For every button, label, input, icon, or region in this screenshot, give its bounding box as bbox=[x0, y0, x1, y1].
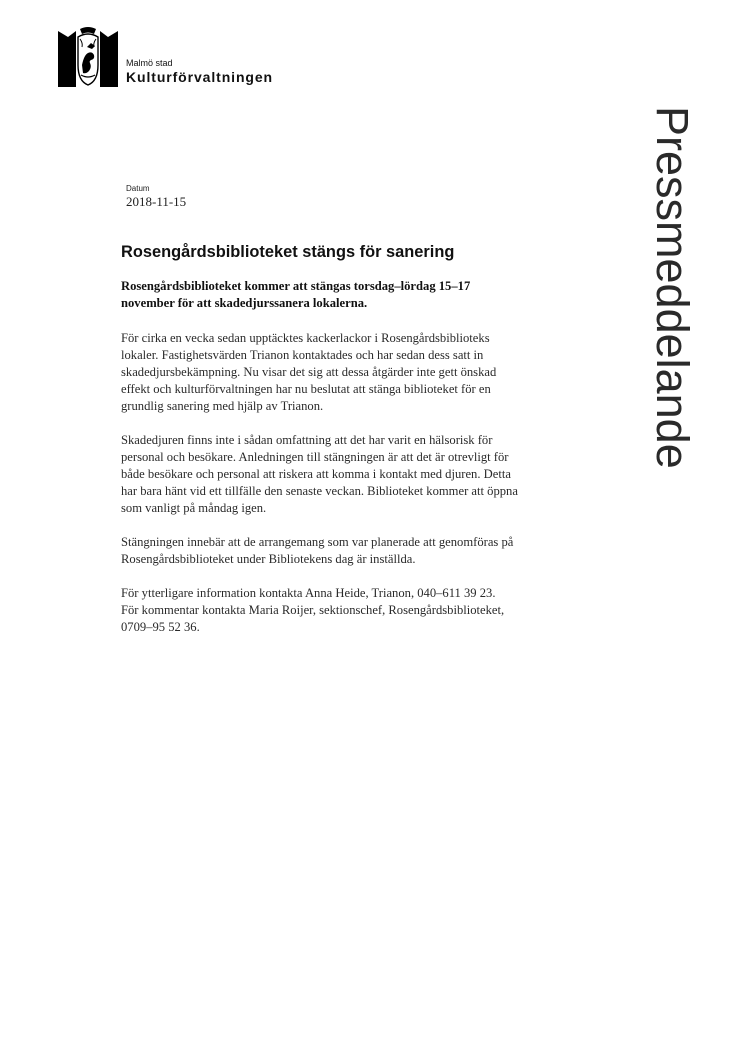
document-type-label: Pressmeddelande bbox=[647, 106, 698, 469]
text-line: Rosengårdsbiblioteket kommer att stängas torsdag–lördag 15–17 bbox=[121, 279, 471, 293]
contact-paragraph bbox=[121, 585, 596, 636]
text-line: För ytterligare information kontakta Anna Heide, Trianon, 040–611 39 23. bbox=[121, 586, 496, 600]
malmo-griffin-coat-of-arms-icon bbox=[58, 25, 118, 87]
body-paragraph bbox=[121, 330, 596, 415]
text-line: personal och besökare. Anledningen till stängningen är att det är otrevligt för bbox=[121, 450, 509, 464]
text-line: 0709–95 52 36. bbox=[121, 620, 200, 634]
page-title: Rosengårdsbiblioteket stängs för sanering bbox=[121, 243, 455, 261]
body-paragraph bbox=[121, 534, 596, 568]
lead-paragraph bbox=[121, 278, 591, 312]
organization-header bbox=[126, 58, 273, 85]
text-line: har bara hänt vid ett tillfälle den senaste veckan. Biblioteket kommer att öppna bbox=[121, 484, 518, 498]
text-line: effekt och kulturförvaltningen har nu beslutat att stänga biblioteket för en bbox=[121, 382, 491, 396]
body-paragraph bbox=[121, 432, 596, 517]
text-line: skadedjursbekämpning. Nu visar det sig att dessa åtgärder inte gett önskad bbox=[121, 365, 497, 379]
city-name: Malmö stad bbox=[126, 58, 173, 68]
text-line: För cirka en vecka sedan upptäcktes kackerlackor i Rosengårdsbiblioteks bbox=[121, 331, 490, 345]
text-line: För kommentar kontakta Maria Roijer, sektionschef, Rosengårdsbiblioteket, bbox=[121, 603, 505, 617]
text-line: lokaler. Fastighetsvärden Trianon kontaktades och har sedan dess satt in bbox=[121, 348, 484, 362]
department-name: Kulturförvaltningen bbox=[126, 69, 273, 85]
date-label: Datum bbox=[126, 184, 150, 193]
text-line: som vanligt på måndag igen. bbox=[121, 501, 267, 515]
text-line: både besökare och personal att riskera att komma i kontakt med djuren. Detta bbox=[121, 467, 511, 481]
text-line: november för att skadedjurssanera lokalerna. bbox=[121, 296, 368, 310]
text-line: Rosengårdsbiblioteket under Bibliotekens dag är inställda. bbox=[121, 552, 416, 566]
text-line: grundlig sanering med hjälp av Trianon. bbox=[121, 399, 324, 413]
date-value: 2018-11-15 bbox=[126, 194, 187, 209]
text-line: Skadedjuren finns inte i sådan omfattning att det har varit en hälsorisk för bbox=[121, 433, 493, 447]
text-line: Stängningen innebär att de arrangemang som var planerade att genomföras på bbox=[121, 535, 514, 549]
